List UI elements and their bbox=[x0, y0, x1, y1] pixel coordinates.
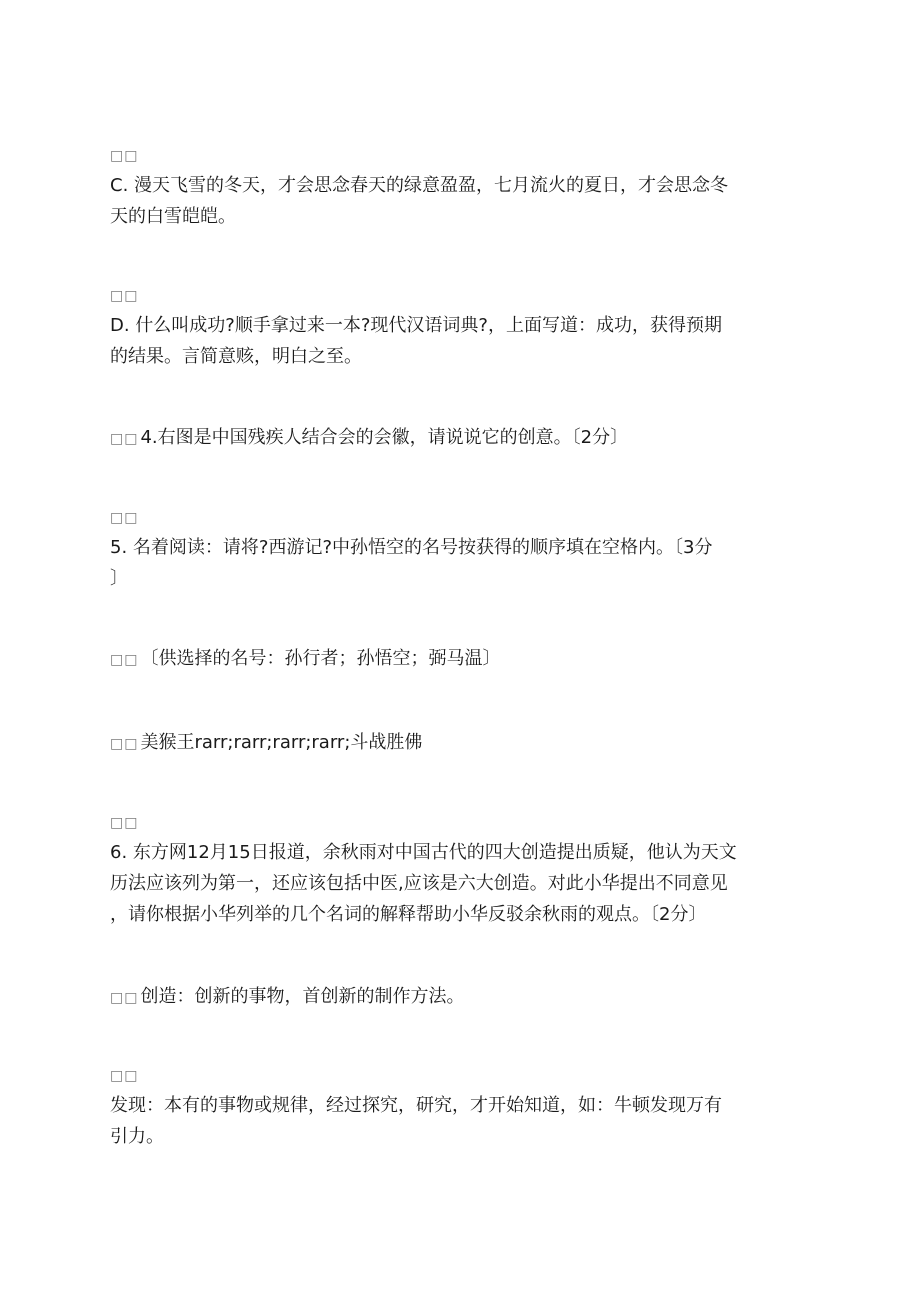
option-d-block bbox=[110, 288, 810, 372]
option-d-line-2: 的结果。言简意赅，明白之至。 bbox=[110, 346, 362, 367]
option-c-line-2: 天的白雪皑皑。 bbox=[110, 206, 236, 227]
definition-create-block bbox=[110, 981, 810, 1014]
question-5-block bbox=[110, 510, 810, 594]
marker-glyph: □□ bbox=[110, 431, 139, 447]
marker-glyph: □□ bbox=[110, 652, 139, 668]
definition-discover-line-2: 引力。 bbox=[110, 1126, 164, 1147]
definition-create-line bbox=[110, 981, 810, 1014]
question-6-line-3: ，请你根据小华列举的几个名词的解释帮助小华反驳余秋雨的观点。〔2分〕 bbox=[110, 904, 707, 925]
question-5-line-1: 5. 名着阅读：请将?西游记?中孙悟空的名号按获得的顺序填在空格内。〔3分 bbox=[110, 537, 713, 558]
question-6-block bbox=[110, 815, 810, 930]
name-options-text: 〔供选择的名号：孙行者；孙悟空；弼马温〕 bbox=[140, 648, 501, 669]
marker-glyph: □□ bbox=[110, 510, 139, 526]
marker-glyph: □□ bbox=[110, 288, 139, 304]
sequence-line bbox=[110, 727, 810, 760]
question-4-text: 4.右图是中国残疾人结合会的会徽，请说说它的创意。〔2分〕 bbox=[140, 427, 629, 448]
sequence-block bbox=[110, 727, 810, 760]
question-6-line-1: 6. 东方网12月15日报道，余秋雨对中国古代的四大创造提出质疑，他认为天文 bbox=[110, 842, 737, 863]
name-options-block bbox=[110, 643, 810, 676]
name-options-line bbox=[110, 643, 810, 676]
marker-glyph: □□ bbox=[110, 148, 139, 164]
option-d-line-1: D. 什么叫成功?顺手拿过来一本?现代汉语词典?，上面写道：成功，获得预期 bbox=[110, 315, 722, 336]
option-c-line-1: C. 漫天飞雪的冬天，才会思念春天的绿意盈盈，七月流火的夏日，才会思念冬 bbox=[110, 175, 729, 196]
question-4-line bbox=[110, 422, 810, 455]
question-6-line-2: 历法应该列为第一，还应该包括中医,应该是六大创造。对此小华提出不同意见 bbox=[110, 873, 728, 894]
definition-create-text: 创造：创新的事物，首创新的制作方法。 bbox=[140, 986, 465, 1007]
marker-glyph: □□ bbox=[110, 990, 139, 1006]
marker-glyph: □□ bbox=[110, 736, 139, 752]
marker-glyph: □□ bbox=[110, 1068, 139, 1084]
definition-discover-line-1: 发现：本有的事物或规律，经过探究，研究，才开始知道，如：牛顿发现万有 bbox=[110, 1095, 722, 1116]
definition-discover-block bbox=[110, 1068, 810, 1152]
sequence-text: 美猴王rarr;rarr;rarr;rarr;斗战胜佛 bbox=[140, 732, 423, 753]
question-5-line-2: 〕 bbox=[110, 568, 128, 589]
option-c-block bbox=[110, 148, 810, 232]
marker-glyph: □□ bbox=[110, 815, 139, 831]
question-4-block bbox=[110, 422, 810, 455]
